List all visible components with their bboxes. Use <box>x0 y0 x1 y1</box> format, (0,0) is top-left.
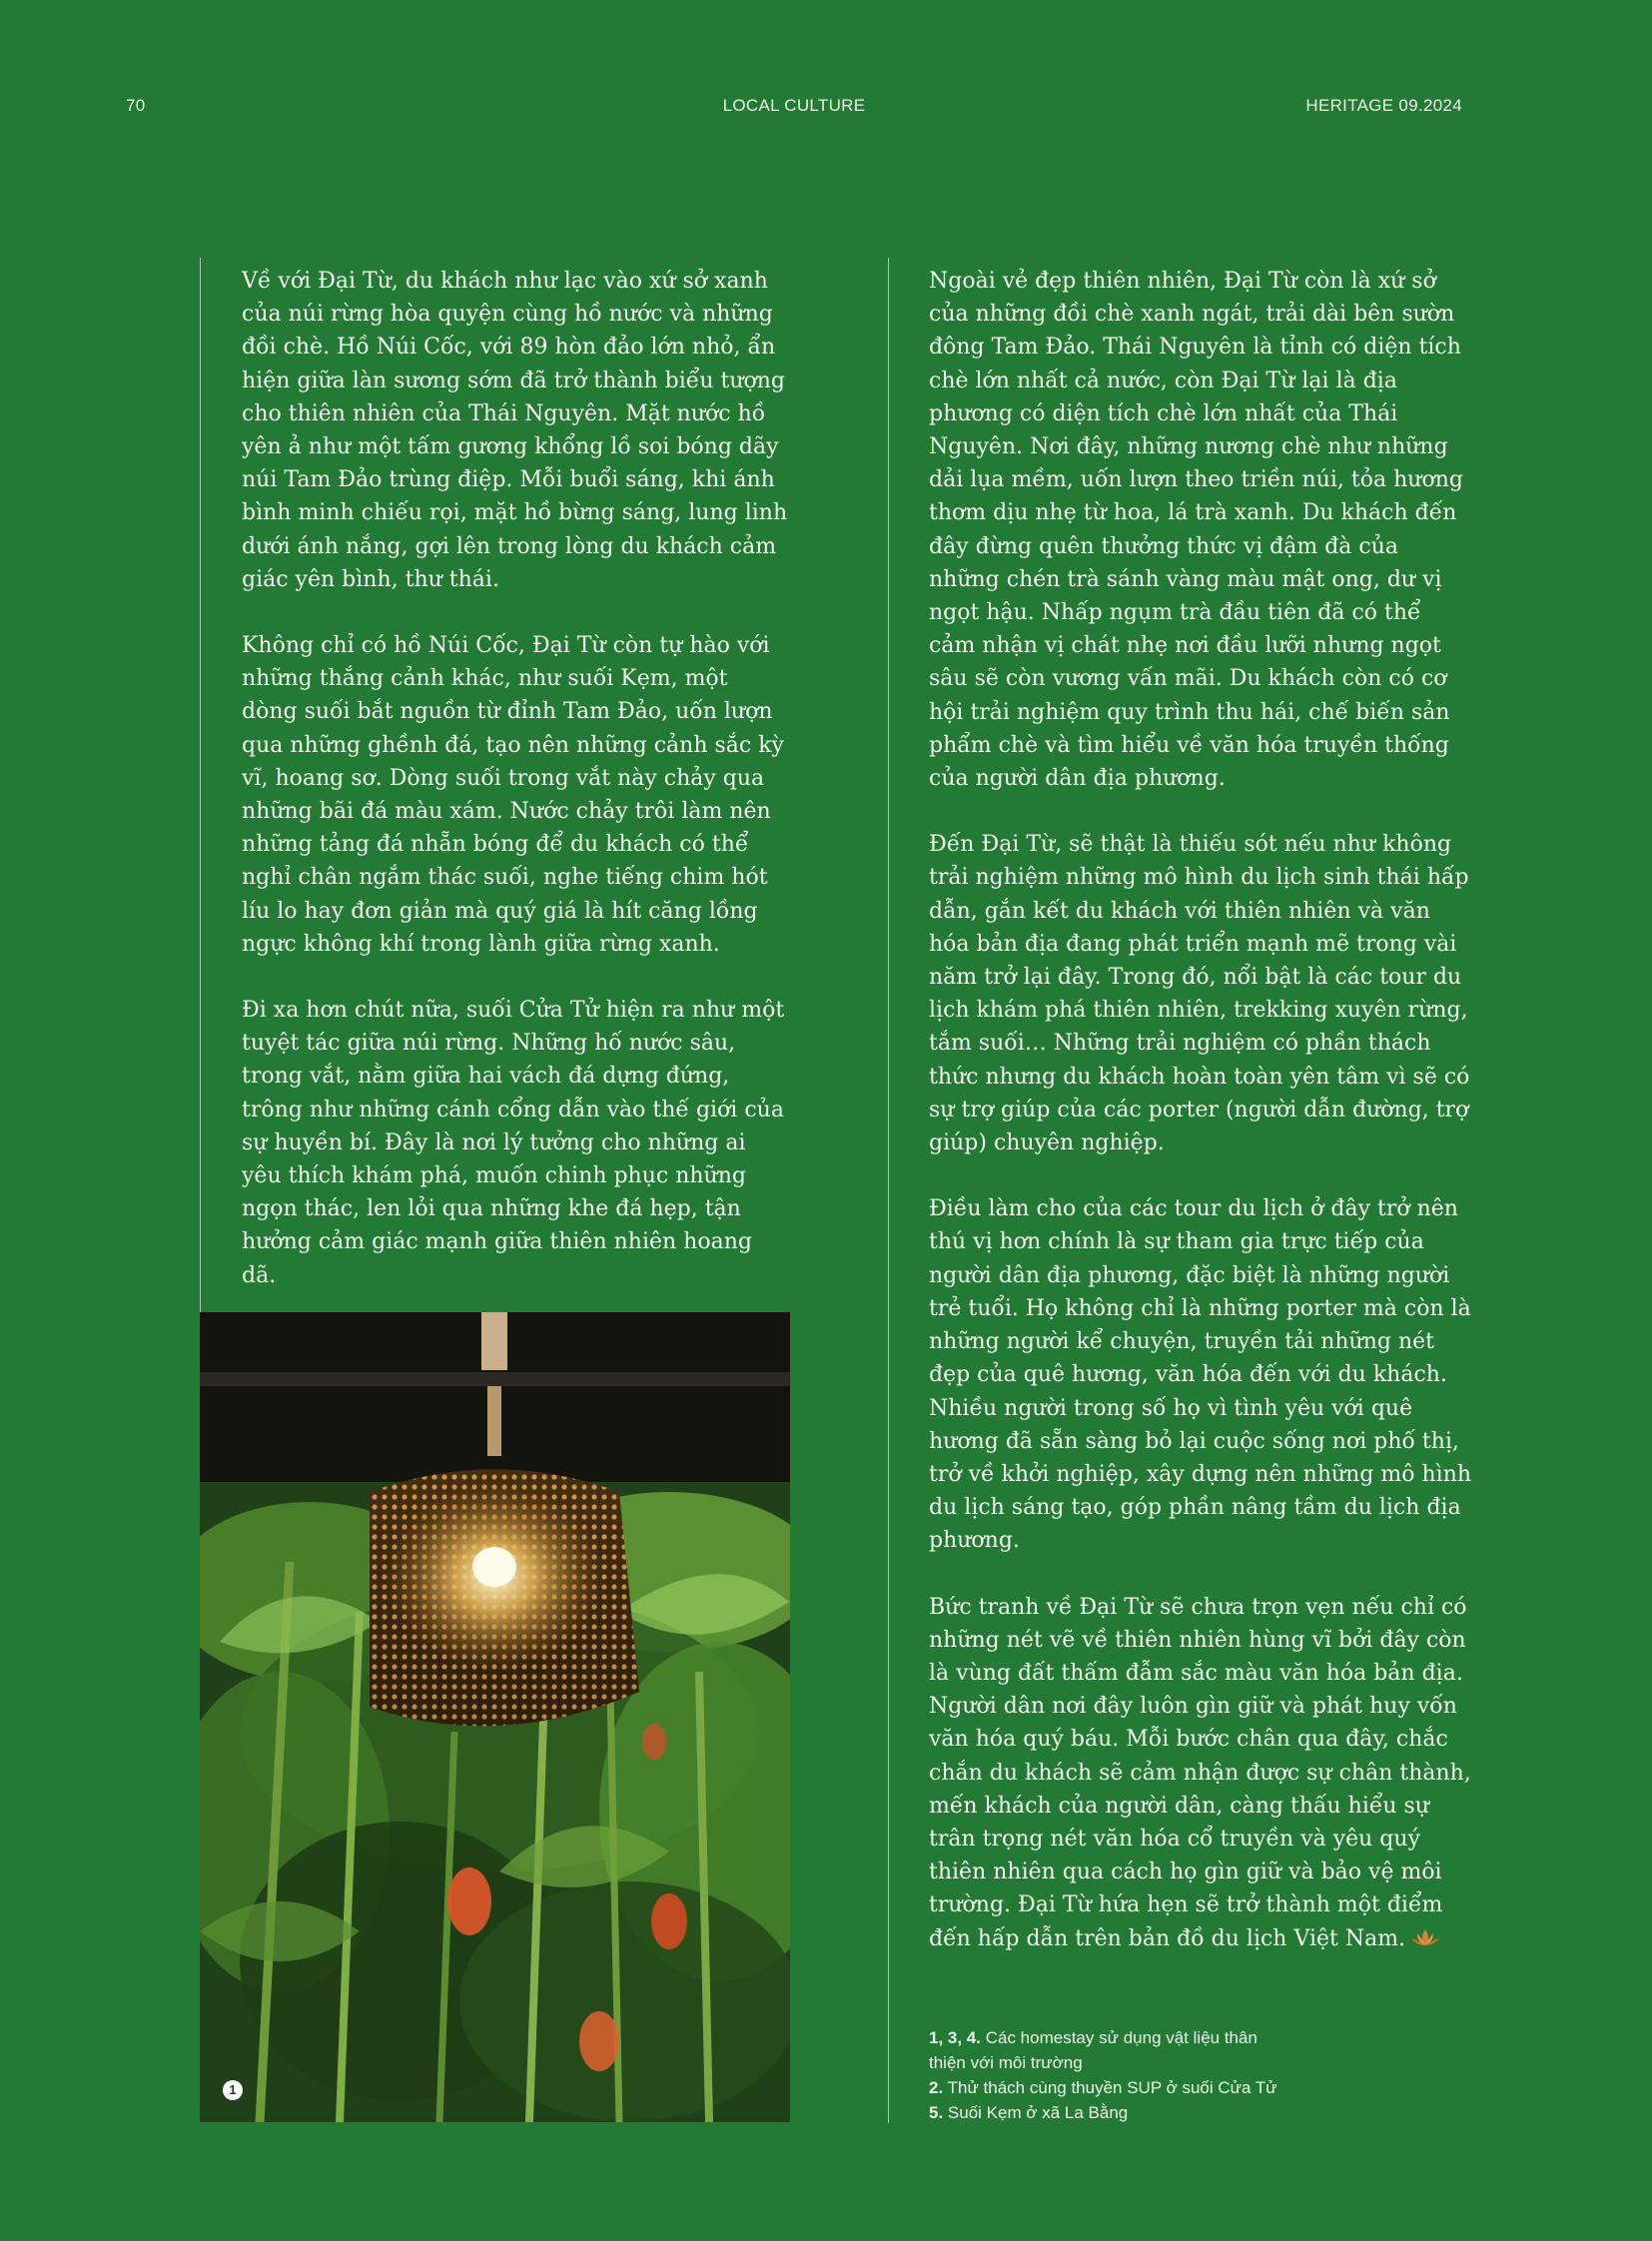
page-number: 70 <box>126 96 146 115</box>
column-divider-left <box>200 258 201 1312</box>
paragraph: Không chỉ có hồ Núi Cốc, Đại Từ còn tự hào với những thắng cảnh khác, như suối Kẹm, một dòng suối bắt nguồn từ đỉnh Tam Đảo, uốn lượn qua những ghềnh đá, tạo nên những cảnh sắc kỳ vĩ, hoang sơ. Dòng suối trong vắt này chảy qua những bãi đá màu xám. Nước chảy trôi làm nên những tảng đá nhẵn bóng để du khách có thể nghỉ chân ngắm thác suối, nghe tiếng chim hót líu lo hay đơn giản mà quý giá là hít căng lồng ngực không khí trong lành giữa rừng xanh. <box>242 633 784 957</box>
lamp-photo <box>200 1312 790 2122</box>
issue-label: HERITAGE 09.2024 <box>1305 96 1462 115</box>
lotus-end-mark-icon <box>1409 1927 1441 1947</box>
last-paragraph <box>929 1591 1473 1955</box>
woven-lamp-illustration <box>200 1312 790 2122</box>
caption-label: 5. <box>929 2103 944 2122</box>
caption-text: Các homestay sử dụng vật liệu thân thiện với môi trường <box>929 2028 1257 2072</box>
paragraph: Điều làm cho của các tour du lịch ở đây trở nên thú vị hơn chính là sự tham gia trực tiếp của người dân địa phương, đặc biệt là những người trẻ tuổi. Họ không chỉ là những porter mà còn là những người kể chuyện, truyền tải những nét đẹp của quê hương, văn hóa đến với du khách. Nhiều người trong số họ vì tình yêu với quê hương đã sẵn sàng bỏ lại cuộc sống nơi phố thị, trở về khởi nghiệp, xây dựng nên những mô hình du lịch sáng tạo, góp phần nâng tầm du lịch địa phương. <box>929 1196 1472 1554</box>
caption-item <box>929 2075 1288 2100</box>
caption-label: 1, 3, 4. <box>929 2028 981 2047</box>
photo-captions <box>929 2025 1288 2125</box>
column-divider-right <box>888 258 889 2123</box>
caption-text: Suối Kẹm ở xã La Bằng <box>947 2103 1129 2122</box>
paragraph: Đi xa hơn chút nữa, suối Cửa Tử hiện ra như một tuyệt tác giữa núi rừng. Những hố nước sâu, trong vắt, nằm giữa hai vách đá dựng đứng, trông như những cánh cổng dẫn vào thế giới của sự huyền bí. Đây là nơi lý tưởng cho những ai yêu thích khám phá, muốn chinh phục những ngọn thác, len lỏi qua những khe đá hẹp, tận hưởng cảm giác mạnh giữa thiên nhiên hoang dã. <box>242 998 785 1288</box>
paragraph: Đến Đại Từ, sẽ thật là thiếu sót nếu như không trải nghiệm những mô hình du lịch sinh thái hấp dẫn, gắn kết du khách với thiên nhiên và văn hóa bản địa đang phát triển mạnh mẽ trong vài năm trở lại đây. Trong đó, nổi bật là các tour du lịch khám phá thiên nhiên, trekking xuyên rừng, tắm suối… Những trải nghiệm có phần thách thức nhưng du khách hoàn toàn yên tâm vì sẽ có sự trợ giúp của các porter (người dẫn đường, trợ giúp) chuyên nghiệp. <box>929 832 1470 1156</box>
caption-item <box>929 2100 1288 2125</box>
article-column-left <box>242 265 789 1325</box>
article-column-right <box>929 265 1473 1988</box>
photo-number-badge: 1 <box>223 2080 243 2100</box>
paragraph: Ngoài vẻ đẹp thiên nhiên, Đại Từ còn là xứ sở của những đồi chè xanh ngát, trải dài bên sườn đông Tam Đảo. Thái Nguyên là tỉnh có diện tích chè lớn nhất cả nước, còn Đại Từ lại là địa phương có diện tích chè lớn nhất của Thái Nguyên. Nơi đây, những nương chè như những dải lụa mềm, uốn lượn theo triền núi, tỏa hương thơm dịu nhẹ từ hoa, lá trà xanh. Du khách đến đây đừng quên thưởng thức vị đậm đà của những chén trà sánh vàng màu mật ong, dư vị ngọt hậu. Nhấp ngụm trà đầu tiên đã có thể cảm nhận vị chát nhẹ nơi đầu lưỡi nhưng ngọt sâu sẽ còn vương vấn mãi. Du khách còn có cơ hội trải nghiệm quy trình thu hái, chế biến sản phẩm chè và tìm hiểu về văn hóa truyền thống của người dân địa phương. <box>929 269 1463 792</box>
section-title: LOCAL CULTURE <box>722 96 866 115</box>
caption-item <box>929 2025 1288 2075</box>
caption-text: Thử thách cùng thuyền SUP ở suối Cửa Tử <box>947 2078 1277 2097</box>
page-header <box>126 96 1462 120</box>
caption-label: 2. <box>929 2078 944 2097</box>
paragraph-text: Bức tranh về Đại Từ sẽ chưa trọn vẹn nếu chỉ có những nét vẽ về thiên nhiên hùng vĩ bởi đây còn là vùng đất thấm đẫm sắc màu văn hóa bản địa. Người dân nơi đây luôn gìn giữ và phát huy vốn văn hóa quý báu. Mỗi bước chân qua đây, chắc chắn du khách sẽ cảm nhận được sự chân thành, mến khách của người dân, càng thấu hiểu sự trân trọng nét văn hóa cổ truyền và yêu quý thiên nhiên qua cách họ gìn giữ và bảo vệ môi trường. Đại Từ hứa hẹn sẽ trở thành một điểm đến hấp dẫn trên bản đồ du lịch Việt Nam. <box>929 1594 1471 1951</box>
paragraph: Về với Đại Từ, du khách như lạc vào xứ sở xanh của núi rừng hòa quyện cùng hồ nước và những đồi chè. Hồ Núi Cốc, với 89 hòn đảo lớn nhỏ, ẩn hiện giữa làn sương sớm đã trở thành biểu tượng cho thiên nhiên của Thái Nguyên. Mặt nước hồ yên ả như một tấm gương khổng lồ soi bóng dãy núi Tam Đảo trùng điệp. Mỗi buổi sáng, khi ánh bình minh chiếu rọi, mặt hồ bừng sáng, lung linh dưới ánh nắng, gợi lên trong lòng du khách cảm giác yên bình, thư thái. <box>242 269 788 592</box>
